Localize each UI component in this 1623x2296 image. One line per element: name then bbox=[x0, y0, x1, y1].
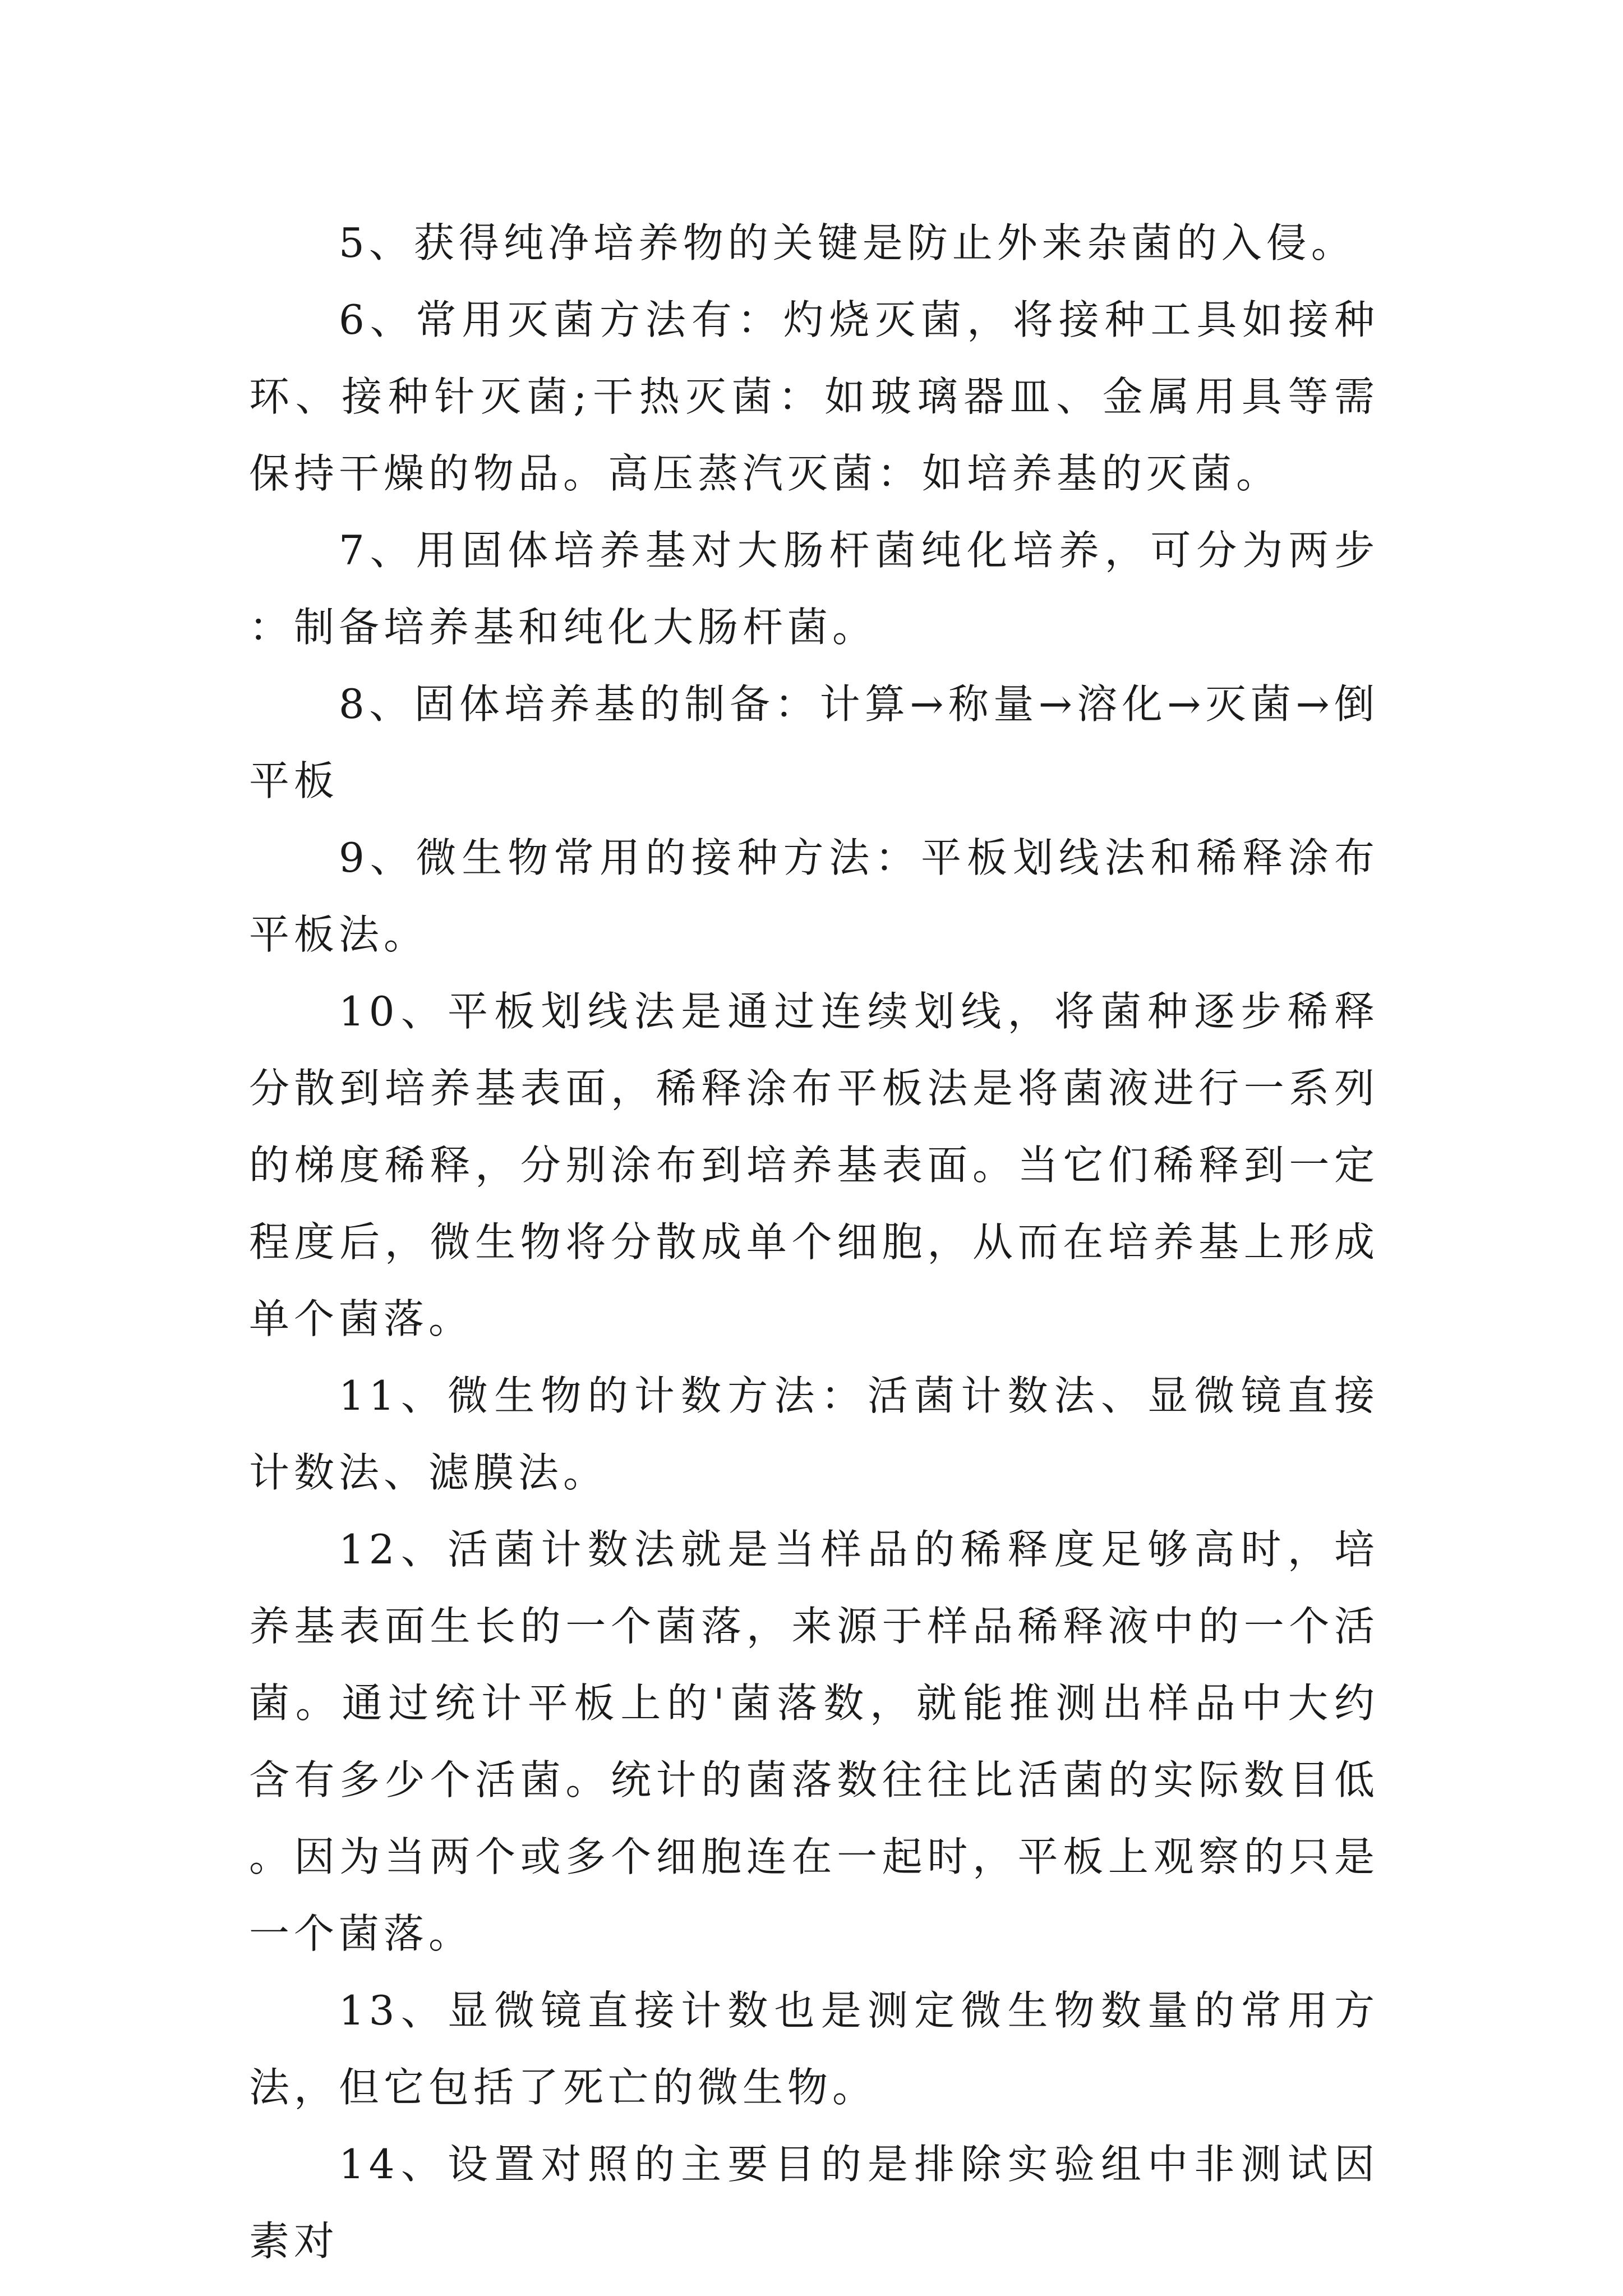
paragraph-6: 6、常用灭菌方法有：灼烧灭菌，将接种工具如接种环、接种针灭菌;干热灭菌：如玻璃器皿、金属用具等需保持干燥的物品。高压蒸汽灭菌：如培养基的灭菌。 bbox=[249, 296, 1379, 497]
paragraph-14: 14、设置对照的主要目的是排除实验组中非测试因素对 bbox=[249, 2141, 1379, 2265]
paragraph-11: 11、微生物的计数方法：活菌计数法、显微镜直接计数法、滤膜法。 bbox=[249, 1372, 1379, 1496]
paragraph-13: 13、显微镜直接计数也是测定微生物数量的常用方法，但它包括了死亡的微生物。 bbox=[249, 1987, 1379, 2111]
paragraph-8: 8、固体培养基的制备：计算→称量→溶化→灭菌→倒平板 bbox=[249, 680, 1379, 804]
paragraph-12: 12、活菌计数法就是当样品的稀释度足够高时，培养基表面生长的一个菌落，来源于样品稀释液中的一个活菌。通过统计平板上的'菌落数，就能推测出样品中大约含有多少个活菌。统计的菌落数往往比活菌的实际数目低。因为当两个或多个细胞连在一起时，平板上观察的只是一个菌落。 bbox=[249, 1526, 1379, 1957]
paragraph-10: 10、平板划线法是通过连续划线，将菌种逐步稀释分散到培养基表面，稀释涂布平板法是将菌液进行一系列的梯度稀释，分别涂布到培养基表面。当它们稀释到一定程度后，微生物将分散成单个细胞，从而在培养基上形成单个菌落。 bbox=[249, 988, 1379, 1342]
paragraph-7: 7、用固体培养基对大肠杆菌纯化培养，可分为两步：制备培养基和纯化大肠杆菌。 bbox=[249, 527, 1379, 651]
paragraph-9: 9、微生物常用的接种方法：平板划线法和稀释涂布平板法。 bbox=[249, 834, 1379, 958]
document-body bbox=[249, 205, 1379, 2280]
paragraph-5: 5、获得纯净培养物的关键是防止外来杂菌的入侵。 bbox=[339, 219, 1356, 266]
